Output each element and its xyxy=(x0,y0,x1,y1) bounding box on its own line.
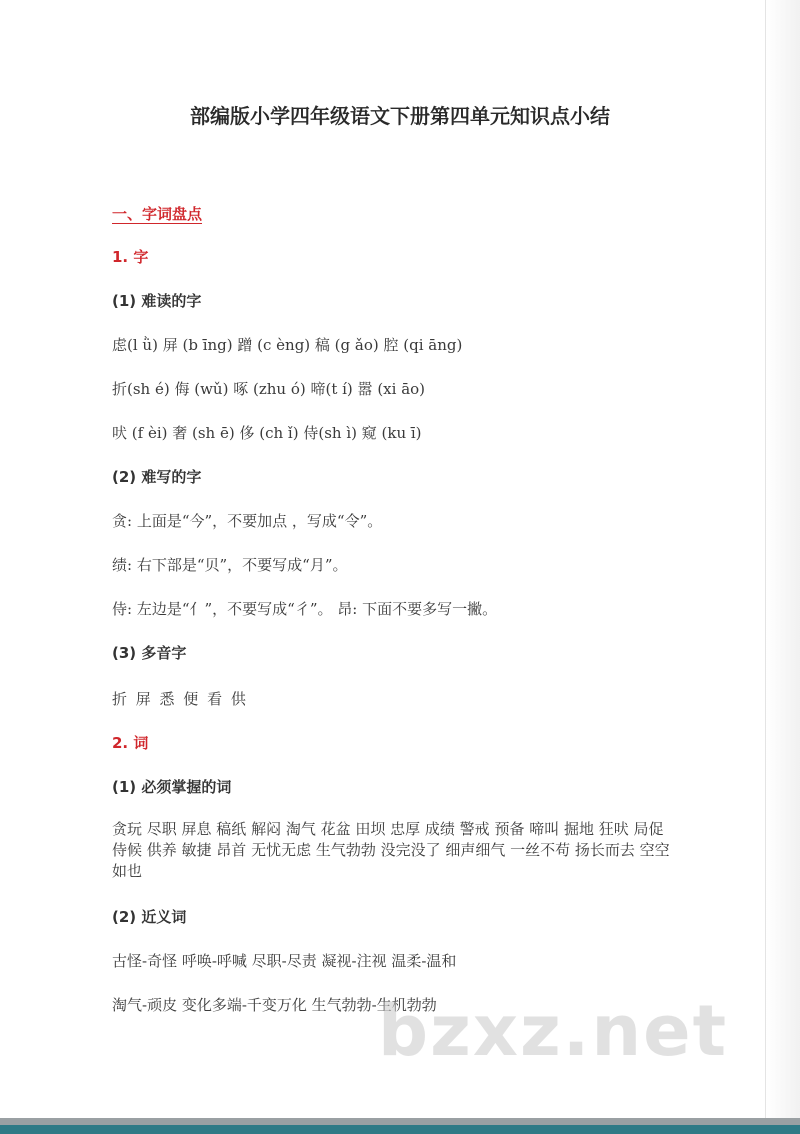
hard-to-write-line-2: 绩: 右下部是“贝”，不要写成“月”。 xyxy=(112,556,348,574)
subheading-words: 2. 词 xyxy=(112,734,149,752)
hard-to-write-line-3: 侍: 左边是“亻”，不要写成“彳”。 昂: 下面不要多写一撇。 xyxy=(112,600,498,618)
section-heading-vocabulary: 一、字词盘点 xyxy=(112,205,203,223)
hard-to-write-line-1: 贪: 上面是“今”，不要加点 ，写成“令”。 xyxy=(112,512,383,530)
synonyms-line-2: 淘气-顽皮 变化多端-千变万化 生气勃勃-生机勃勃 xyxy=(112,996,437,1014)
hard-to-read-line-1: 虑(l ǜ) 屏 (b īng) 蹭 (c èng) 稿 (g ǎo) 腔 (qi āng) xyxy=(112,336,463,354)
page-edge xyxy=(765,0,800,1120)
viewer-bottom-bar xyxy=(0,1125,800,1134)
subheading-characters: 1. 字 xyxy=(112,248,149,266)
subheading-polyphonic: (3) 多音字 xyxy=(112,644,187,662)
document-title: 部编版小学四年级语文下册第四单元知识点小结 xyxy=(190,104,610,128)
must-master-words-paragraph: 贪玩 尽职 屏息 稿纸 解闷 淘气 花盆 田坝 忠厚 成绩 警戒 预备 啼叫 掘地 狂吠 局促 侍候 供养 敏捷 昂首 无忧无虑 生气勃勃 没完没了 细声细气 一丝不苟 扬长而去 空空如也 xyxy=(112,820,670,880)
synonyms-line-1: 古怪-奇怪 呼唤-呼喊 尽职-尽责 凝视-注视 温柔-温和 xyxy=(112,952,457,970)
subheading-hard-to-read: (1) 难读的字 xyxy=(112,292,202,310)
subheading-must-master-words: (1) 必须掌握的词 xyxy=(112,778,232,796)
watermark: bzxz.net xyxy=(378,990,729,1072)
viewer-bottom-border xyxy=(0,1118,800,1125)
subheading-synonyms: (2) 近义词 xyxy=(112,908,187,926)
subheading-hard-to-write: (2) 难写的字 xyxy=(112,468,202,486)
hard-to-read-line-3: 吠 (f èi) 奢 (sh ē) 侈 (ch ǐ) 侍(sh ì) 窥 (ku ī) xyxy=(112,424,422,442)
polyphonic-characters: 折 屏 悉 便 看 供 xyxy=(112,690,248,708)
hard-to-read-line-2: 折(sh é) 侮 (wǔ) 啄 (zhu ó) 啼(t í) 嚣 (xi āo) xyxy=(112,380,426,398)
